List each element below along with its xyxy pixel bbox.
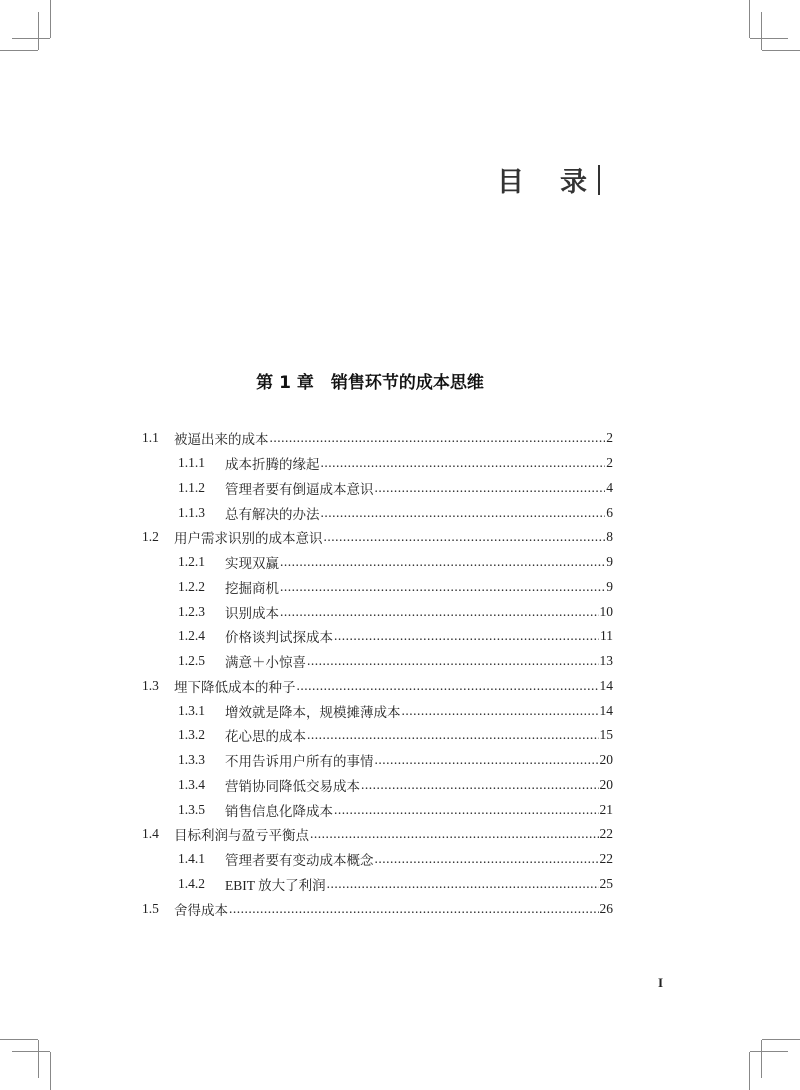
- toc-leader: [280, 579, 605, 595]
- toc-title: 营销协同降低交易成本: [225, 778, 360, 794]
- toc-entry[interactable]: [142, 723, 613, 748]
- table-of-contents: [142, 426, 613, 921]
- toc-title: 识别成本: [225, 605, 279, 621]
- crop-mark: [38, 1040, 39, 1078]
- crop-mark: [749, 0, 750, 38]
- crop-mark: [761, 12, 762, 50]
- toc-page: 4: [606, 479, 613, 495]
- toc-leader: [307, 653, 599, 669]
- toc-leader: [402, 703, 599, 719]
- toc-leader: [307, 727, 599, 743]
- toc-title: 舍得成本: [174, 902, 228, 918]
- toc-number: 1.1.1: [178, 455, 205, 471]
- title-char: 目: [497, 167, 524, 198]
- crop-mark: [0, 50, 38, 51]
- toc-number: 1.1.3: [178, 504, 205, 520]
- toc-leader: [324, 529, 606, 545]
- crop-mark: [12, 1051, 50, 1052]
- toc-number: 1.1: [142, 430, 159, 446]
- toc-number: 1.2: [142, 529, 159, 545]
- toc-number: 1.3.4: [178, 776, 205, 792]
- toc-leader: [334, 628, 599, 644]
- toc-number: 1.4: [142, 826, 159, 842]
- toc-page: 14: [599, 677, 613, 693]
- toc-title: 埋下降低成本的种子: [174, 679, 296, 695]
- toc-page: 15: [599, 727, 613, 743]
- crop-mark: [50, 1052, 51, 1090]
- crop-mark: [12, 38, 50, 39]
- toc-number: 1.5: [142, 900, 159, 916]
- toc-number: 1.2.3: [178, 603, 205, 619]
- toc-number: 1.4.2: [178, 875, 205, 891]
- toc-title: 目标利润与盈亏平衡点: [174, 828, 309, 844]
- toc-entry[interactable]: [142, 426, 613, 451]
- toc-leader: [375, 752, 599, 768]
- toc-title: 管理者要有变动成本概念: [225, 853, 374, 869]
- toc-entry[interactable]: [142, 847, 613, 872]
- toc-leader: [229, 901, 599, 917]
- toc-leader: [375, 480, 606, 496]
- toc-page: 10: [599, 603, 613, 619]
- toc-number: 1.2.1: [178, 554, 205, 570]
- toc-entry[interactable]: [142, 476, 613, 501]
- toc-title: 管理者要有倒逼成本意识: [225, 481, 374, 497]
- toc-page: 2: [606, 455, 613, 471]
- toc-number: 1.3.5: [178, 801, 205, 817]
- toc-number: 1.3: [142, 677, 159, 693]
- toc-page: 9: [606, 554, 613, 570]
- page-number: I: [658, 975, 664, 990]
- toc-title: 实现双赢: [225, 556, 279, 572]
- toc-title: 增效就是降本，规模摊薄成本: [225, 704, 401, 720]
- crop-mark: [761, 1040, 762, 1078]
- toc-leader: [321, 505, 606, 521]
- crop-mark: [749, 1052, 750, 1090]
- toc-entry[interactable]: [142, 624, 613, 649]
- toc-number: 1.2.5: [178, 653, 205, 669]
- toc-number: 1.1.2: [178, 479, 205, 495]
- toc-entry[interactable]: [142, 822, 613, 847]
- toc-page: 22: [599, 851, 613, 867]
- title-char: 录: [560, 167, 587, 198]
- toc-title: EBIT 放大了利润: [225, 877, 326, 893]
- toc-leader: [327, 876, 599, 892]
- toc-number: 1.3.2: [178, 727, 205, 743]
- toc-title: 花心思的成本: [225, 729, 306, 745]
- toc-entry[interactable]: [142, 674, 613, 699]
- toc-page: 14: [599, 702, 613, 718]
- toc-page: 20: [599, 752, 613, 768]
- toc-page: 11: [600, 628, 613, 644]
- toc-leader: [310, 826, 599, 842]
- toc-page: 13: [599, 653, 613, 669]
- toc-title: 价格谈判试探成本: [225, 630, 333, 646]
- toc-page: 25: [599, 875, 613, 891]
- toc-title: 总有解决的办法: [225, 506, 320, 522]
- toc-page: 6: [606, 504, 613, 520]
- toc-leader: [297, 678, 599, 694]
- crop-mark: [50, 0, 51, 38]
- toc-leader: [280, 554, 605, 570]
- toc-page: 26: [599, 900, 613, 916]
- toc-page: 9: [606, 578, 613, 594]
- toc-entry[interactable]: [142, 773, 613, 798]
- toc-number: 1.2.4: [178, 628, 205, 644]
- toc-leader: [334, 802, 599, 818]
- toc-number: 1.2.2: [178, 578, 205, 594]
- toc-leader: [280, 604, 599, 620]
- toc-title: 挖掘商机: [225, 580, 279, 596]
- toc-entry[interactable]: [142, 649, 613, 674]
- toc-leader: [270, 430, 606, 446]
- chapter-heading: 第 1 章 销售环节的成本思维: [256, 373, 484, 393]
- crop-mark: [750, 1051, 788, 1052]
- crop-mark: [762, 1039, 800, 1040]
- toc-number: 1.4.1: [178, 851, 205, 867]
- page-title: [497, 160, 587, 199]
- toc-title: 用户需求识别的成本意识: [174, 531, 323, 547]
- toc-entry[interactable]: [142, 698, 613, 723]
- toc-number: 1.3.1: [178, 702, 205, 718]
- toc-entry[interactable]: [142, 525, 613, 550]
- toc-title: 被逼出来的成本: [174, 432, 269, 448]
- crop-mark: [38, 12, 39, 50]
- toc-entry[interactable]: [142, 550, 613, 575]
- toc-leader: [321, 455, 606, 471]
- toc-entry[interactable]: [142, 575, 613, 600]
- toc-entry[interactable]: [142, 748, 613, 773]
- toc-title: 满意＋小惊喜: [225, 655, 306, 671]
- crop-mark: [750, 38, 788, 39]
- toc-page: 22: [599, 826, 613, 842]
- toc-entry[interactable]: [142, 797, 613, 822]
- toc-entry[interactable]: [142, 872, 613, 897]
- toc-page: 8: [606, 529, 613, 545]
- toc-title: 销售信息化降成本: [225, 803, 333, 819]
- title-bar: [598, 165, 600, 195]
- toc-page: 20: [599, 776, 613, 792]
- toc-page: 2: [606, 430, 613, 446]
- toc-page: 21: [599, 801, 613, 817]
- toc-leader: [375, 851, 599, 867]
- toc-entry[interactable]: [142, 500, 613, 525]
- toc-entry[interactable]: [142, 451, 613, 476]
- toc-leader: [361, 777, 599, 793]
- toc-title: 成本折腾的缘起: [225, 457, 320, 473]
- toc-number: 1.3.3: [178, 752, 205, 768]
- crop-mark: [0, 1039, 38, 1040]
- toc-entry[interactable]: [142, 896, 613, 921]
- crop-mark: [762, 50, 800, 51]
- toc-title: 不用告诉用户所有的事情: [225, 754, 374, 770]
- toc-entry[interactable]: [142, 599, 613, 624]
